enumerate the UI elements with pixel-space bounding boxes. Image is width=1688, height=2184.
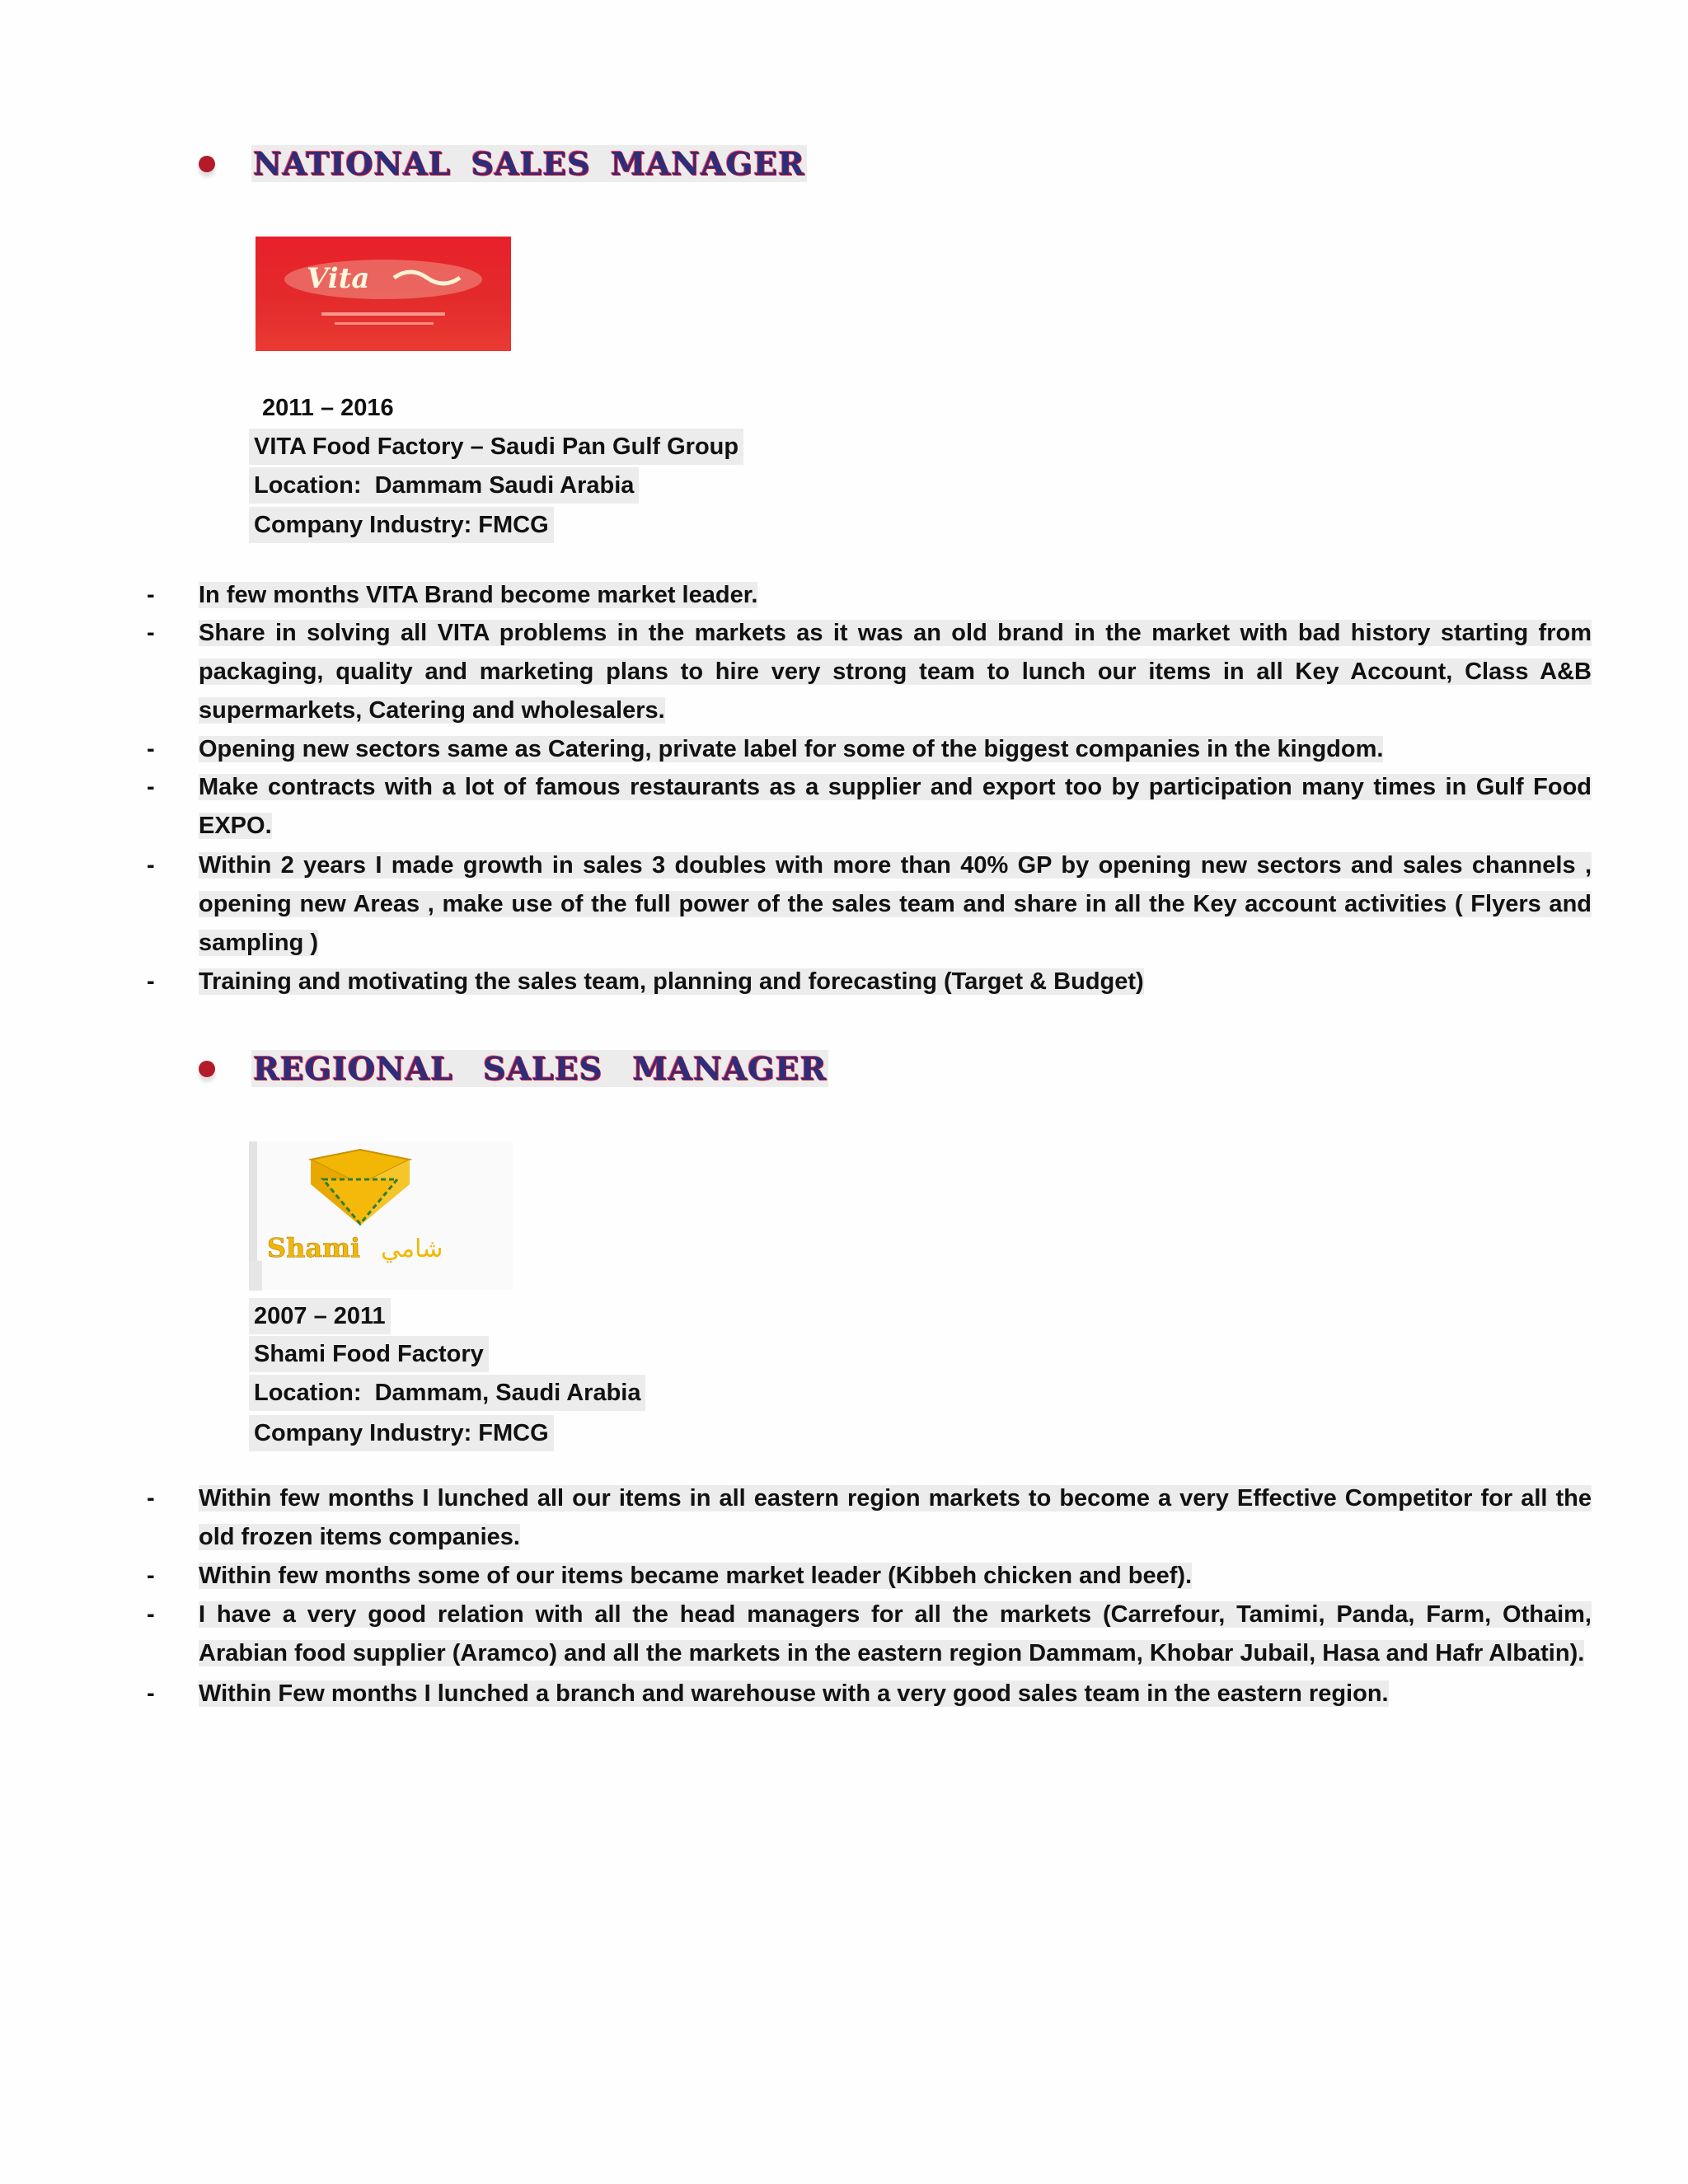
bullet-dot-icon [199,156,215,172]
vita-logo-graphic [256,237,511,351]
dash-marker: - [147,774,155,800]
list-item-text: Within Few months I lunched a branch and warehouse with a very good sales team in the eastern region. [199,1680,1389,1707]
heading-text: REGIONAL SALES MANAGER [253,1050,828,1087]
list-item-text: Within 2 years I made growth in sales 3 doubles with more than 40% GP by opening new sectors and sales channels , opening new Areas , make use of the full power of the sales team and share in all the Key account activities ( Flyers and sampling ) [199,852,1592,956]
list-item-text: Within few months I lunched all our items in all eastern region markets to become a very Effective Competitor for all the old frozen items companies. [199,1485,1592,1550]
shami-years: 2007 – 2011 [249,1298,391,1334]
bullet-dot-icon [199,1061,215,1077]
shami-logo [249,1141,513,1290]
vita-industry: Company Industry: FMCG [249,507,554,543]
dash-marker: - [147,1563,155,1589]
vita-years: 2011 – 2016 [262,395,394,421]
shami-company: Shami Food Factory [249,1336,489,1372]
dash-marker: - [147,852,155,879]
shami-industry: Company Industry: FMCG [249,1415,554,1451]
list-item-text: Share in solving all VITA problems in the markets as it was an old brand in the market with bad history starting from packaging, quality and marketing plans to hire very strong team to lunch our items in all Key Account, Class A&B supermarkets, Catering and wholesalers. [199,620,1592,724]
shami-logo-arabic: شامي [381,1235,443,1263]
vita-logo [256,237,511,351]
dash-marker: - [147,1601,155,1628]
list-item-text: In few months VITA Brand become market leader. [199,582,758,608]
shami-location: Location: Dammam, Saudi Arabia [249,1375,645,1411]
list-item-text: Training and motivating the sales team, planning and forecasting (Target & Budget) [199,968,1144,995]
vita-company: VITA Food Factory – Saudi Pan Gulf Group [249,429,743,465]
heading-text: NATIONAL SALES MANAGER [253,145,805,182]
vita-logo-word: Vita [307,262,370,295]
list-item-text: Within few months some of our items became market leader (Kibbeh chicken and beef). [199,1563,1193,1589]
section-heading-regional [199,1050,828,1087]
shami-logo-graphic [257,1141,504,1290]
list-item-text: I have a very good relation with all the head managers for all the markets (Carrefour, Tamimi, Panda, Farm, Othaim, Arabian food supplier (Aramco) and all the markets in the eastern region Dammam, Khobar Jubail, Hasa and Hafr Albatin). [199,1601,1592,1666]
dash-marker: - [147,736,155,762]
dash-marker: - [147,582,155,608]
vita-location: Location: Dammam Saudi Arabia [249,467,639,504]
dash-marker: - [147,1680,155,1707]
section-heading-national [199,145,807,182]
list-item-text: Opening new sectors same as Catering, private label for some of the biggest companies in the kingdom. [199,736,1384,762]
dash-marker: - [147,1485,155,1511]
logo-spacer [249,1261,262,1291]
dash-marker: - [147,968,155,995]
list-item-text: Make contracts with a lot of famous restaurants as a supplier and export too by participation many times in Gulf Food EXPO. [199,774,1592,839]
dash-marker: - [147,620,155,646]
shami-logo-word: Shami [267,1232,361,1263]
